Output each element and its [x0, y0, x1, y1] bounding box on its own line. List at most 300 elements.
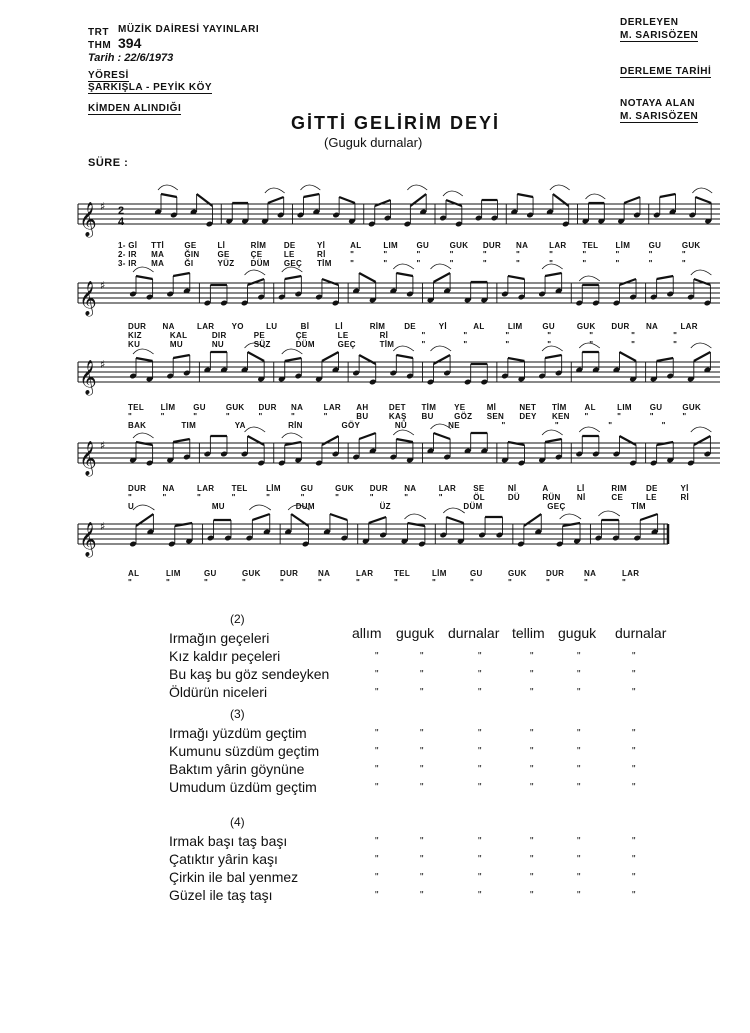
- lyric-syllable: DUR: [128, 322, 147, 331]
- note-beam: [545, 273, 562, 276]
- ditto-mark: ": [632, 836, 636, 847]
- lyric-syllable: ": [549, 250, 554, 259]
- lyric-syllable: LİM: [615, 241, 631, 250]
- lyric-syllable: DE: [645, 484, 658, 493]
- lyric-syllable: MU: [211, 502, 225, 511]
- lyric-syllable: ": [470, 578, 475, 587]
- lyric-syllable: ": [482, 250, 487, 259]
- lyric-syllable: ": [404, 493, 409, 502]
- lyric-syllable: LAR: [549, 241, 567, 250]
- lyric-syllable: ": [128, 493, 133, 502]
- ditto-mark: ": [478, 746, 482, 757]
- ditto-mark: ": [478, 890, 482, 901]
- note-beam: [268, 197, 284, 203]
- lyric-syllable: ": [584, 578, 589, 587]
- note-beam: [322, 279, 339, 285]
- lyric-syllable: AL: [473, 322, 485, 331]
- slur: [542, 430, 563, 435]
- lyric-syllable: ": [350, 250, 355, 259]
- lyric-syllable: NET: [519, 403, 537, 412]
- note-beam: [657, 276, 674, 279]
- lyric-syllable: TİM: [317, 259, 332, 268]
- note-beam: [446, 200, 462, 206]
- lyric-syllable: KEN: [551, 412, 570, 421]
- lyric-syllable: MA: [151, 259, 165, 268]
- lyric-syllable: LİM: [266, 484, 281, 493]
- lyric-syllable: DET: [388, 403, 406, 412]
- lyric-syllable: NU: [211, 340, 224, 349]
- lyric-syllable: ": [463, 340, 468, 349]
- lyric-syllable: ": [225, 412, 230, 421]
- lyric-syllable: ": [501, 421, 506, 430]
- lyric-syllable: TİM: [379, 340, 395, 349]
- lyric-syllable: U: [128, 502, 135, 511]
- lyric-syllable: GU: [542, 322, 555, 331]
- lyric-syllable: ": [323, 412, 328, 421]
- verse-line: Irmak başı taş başı: [169, 833, 288, 849]
- lyric-syllable: TIM: [181, 421, 197, 430]
- note-beam: [322, 352, 339, 361]
- lyric-syllable: LIM: [507, 322, 523, 331]
- lyric-syllable: TİM: [631, 502, 646, 511]
- note-beam: [396, 273, 413, 276]
- refrain-word: tellim: [512, 625, 545, 641]
- lyric-syllable: GU: [204, 569, 217, 578]
- lyric-syllable: ": [584, 412, 589, 421]
- ditto-mark: ": [577, 836, 581, 847]
- duration-label: SÜRE :: [88, 157, 129, 169]
- note-beam: [330, 514, 347, 520]
- lyric-syllable: ": [681, 250, 686, 259]
- treble-clef-icon: 𝄞: [79, 441, 97, 476]
- lyric-syllable: ": [318, 578, 323, 587]
- note-beam: [304, 194, 320, 197]
- thm-number: 394: [118, 35, 142, 51]
- lyric-syllable: KIZ: [128, 331, 142, 340]
- lyric-syllable: Lİ: [335, 322, 343, 331]
- lyric-syllable: ": [162, 493, 167, 502]
- ditto-mark: ": [478, 728, 482, 739]
- lyric-syllable: GUK: [508, 569, 527, 578]
- lyric-syllable: Rİ: [317, 250, 326, 259]
- note-beam: [508, 358, 525, 361]
- lyric-syllable: DÜM: [250, 259, 270, 268]
- ditto-mark: ": [375, 669, 379, 680]
- lyric-syllable: NA: [516, 241, 529, 250]
- lyric-syllable: NA: [318, 569, 331, 578]
- lyric-syllable: GU: [470, 569, 483, 578]
- lyric-syllable: ": [280, 578, 285, 587]
- slur: [265, 188, 285, 193]
- lyric-syllable: ": [383, 250, 388, 259]
- sharp-icon: ♯: [100, 520, 106, 533]
- lyric-syllable: SEN: [486, 412, 505, 421]
- ditto-mark: ": [420, 651, 424, 662]
- note-beam: [248, 436, 265, 445]
- lyric-syllable: Bİ: [300, 322, 310, 331]
- lyric-syllable: ": [608, 421, 613, 430]
- lyric-syllable: ": [463, 331, 468, 340]
- lyric-syllable: 2- IR: [118, 250, 137, 259]
- slur: [158, 185, 178, 190]
- note-beam: [136, 358, 153, 361]
- verse-line: Baktım yârin göynüne: [169, 761, 305, 777]
- slur: [691, 427, 712, 432]
- lyric-syllable: ": [546, 578, 551, 587]
- slur: [579, 427, 600, 432]
- lyric-syllable: NA: [162, 484, 175, 493]
- lyric-syllable: ": [554, 421, 559, 430]
- lyric-syllable: DUR: [128, 484, 147, 493]
- lyric-syllable: ": [258, 412, 263, 421]
- region-label: YÖRESİ: [88, 70, 129, 81]
- ditto-mark: ": [530, 854, 534, 865]
- lyric-syllable: MU: [169, 340, 183, 349]
- lyric-syllable: GU: [648, 241, 662, 250]
- note-beam: [619, 352, 636, 361]
- lyric-syllable: TEL: [582, 241, 599, 250]
- lyric-syllable: AL: [128, 569, 140, 578]
- note-beam: [285, 276, 302, 279]
- lyric-syllable: LAR: [680, 322, 698, 331]
- lyric-syllable: NÜ: [394, 421, 407, 430]
- lyric-syllable: ": [661, 421, 666, 430]
- ditto-mark: ": [530, 872, 534, 883]
- lyric-syllable: DUR: [611, 322, 630, 331]
- slur: [586, 194, 606, 199]
- slur: [301, 185, 321, 190]
- ditto-mark: ": [478, 687, 482, 698]
- lyric-syllable: ": [356, 578, 361, 587]
- slur: [443, 508, 464, 513]
- note-beam: [545, 355, 562, 358]
- lyric-syllable: DUR: [369, 484, 388, 493]
- refrain-word: durnalar: [615, 625, 667, 641]
- ditto-mark: ": [420, 687, 424, 698]
- lyric-syllable: ": [166, 578, 171, 587]
- ditto-mark: ": [577, 651, 581, 662]
- lyric-syllable: TTİ: [151, 241, 165, 250]
- lyric-syllable: GUK: [682, 403, 702, 412]
- lyric-syllable: Nİ: [576, 493, 586, 502]
- lyric-syllable: Lİ: [576, 484, 585, 493]
- ditto-mark: ": [420, 872, 424, 883]
- note-beam: [434, 273, 451, 282]
- lyric-syllable: ": [649, 412, 654, 421]
- lyric-syllable: TEL: [231, 484, 248, 493]
- lyric-syllable: ": [582, 259, 587, 268]
- lyric-syllable: GUK: [242, 569, 261, 578]
- lyric-syllable: DUR: [280, 569, 299, 578]
- slur: [542, 346, 563, 351]
- lyric-syllable: ": [350, 259, 355, 268]
- lyric-syllable: ": [673, 331, 678, 340]
- notation-by: M. SARISÖZEN: [620, 111, 699, 122]
- lyric-syllable: DUR: [482, 241, 502, 250]
- treble-clef-icon: 𝄞: [79, 522, 97, 557]
- ditto-mark: ": [375, 854, 379, 865]
- slur: [550, 185, 570, 190]
- lyric-syllable: ": [516, 259, 521, 268]
- lyric-syllable: ": [589, 340, 594, 349]
- lyric-syllable: ": [242, 578, 247, 587]
- ditto-mark: ": [632, 687, 636, 698]
- slur: [691, 270, 712, 275]
- note-beam: [446, 517, 463, 523]
- ditto-mark: ": [478, 836, 482, 847]
- lyric-syllable: NA: [645, 322, 659, 331]
- lyric-syllable: GEÇ: [547, 502, 566, 511]
- lyric-syllable: DE: [404, 322, 416, 331]
- notation-label: NOTAYA ALAN: [620, 98, 695, 109]
- note-beam: [434, 355, 451, 364]
- lyric-syllable: ": [449, 250, 454, 259]
- lyric-syllable: 1- Gİ: [118, 241, 138, 250]
- slur: [249, 505, 270, 510]
- lyric-syllable: DUR: [546, 569, 565, 578]
- lyric-syllable: CE: [611, 493, 624, 502]
- note-beam: [619, 436, 636, 445]
- lyric-syllable: Rİ: [680, 493, 690, 502]
- lyric-syllable: ĞIN: [184, 250, 200, 259]
- note-beam: [660, 194, 676, 197]
- verse-number: (2): [230, 612, 245, 626]
- lyric-syllable: A: [542, 484, 549, 493]
- slur: [405, 514, 426, 519]
- note-beam: [248, 352, 265, 361]
- lyric-syllable: LU: [266, 322, 278, 331]
- lyric-syllable: GEÇ: [337, 340, 356, 349]
- lyric-syllable: ": [335, 493, 340, 502]
- lyric-syllable: RİN: [288, 421, 303, 430]
- ditto-mark: ": [632, 669, 636, 680]
- ditto-mark: ": [478, 854, 482, 865]
- ditto-mark: ": [530, 651, 534, 662]
- lyric-syllable: ": [369, 493, 374, 502]
- slur: [579, 276, 600, 281]
- lyric-syllable: ": [617, 412, 622, 421]
- lyric-syllable: LAR: [438, 484, 457, 493]
- lyric-syllable: LIM: [383, 241, 399, 250]
- refrain-word: guguk: [396, 625, 435, 641]
- ditto-mark: ": [632, 854, 636, 865]
- lyric-syllable: Mİ: [486, 403, 497, 412]
- lyric-syllable: YA: [234, 421, 246, 430]
- note-beam: [694, 436, 711, 445]
- lyric-syllable: ": [631, 331, 636, 340]
- lyric-syllable: GUK: [681, 241, 701, 250]
- note-beam: [657, 358, 674, 361]
- thm-label: THM: [88, 40, 112, 51]
- lyric-syllable: BAK: [128, 421, 147, 430]
- treble-clef-icon: 𝄞: [79, 202, 97, 237]
- lyric-syllable: ": [631, 340, 636, 349]
- ditto-mark: ": [375, 836, 379, 847]
- sharp-icon: ♯: [100, 279, 106, 292]
- lyric-syllable: TEL: [394, 569, 411, 578]
- time-signature-top: 2: [118, 205, 125, 217]
- lyric-syllable: Rİ: [379, 331, 389, 340]
- lyric-syllable: DIR: [211, 331, 227, 340]
- lyric-syllable: ": [508, 578, 513, 587]
- ditto-mark: ": [530, 687, 534, 698]
- slur: [407, 185, 427, 190]
- ditto-mark: ": [577, 728, 581, 739]
- note-beam: [285, 442, 302, 445]
- lyric-syllable: GE: [217, 250, 230, 259]
- ditto-mark: ": [478, 764, 482, 775]
- lyric-syllable: ": [231, 493, 236, 502]
- page-subtitle: (Guguk durnalar): [324, 135, 423, 150]
- ditto-mark: ": [478, 782, 482, 793]
- lyric-syllable: ": [648, 250, 653, 259]
- verse-line: Öldürün niceleri: [169, 684, 268, 700]
- lyric-syllable: NA: [291, 403, 304, 412]
- note-beam: [508, 442, 525, 445]
- lyric-syllable: DUM: [295, 502, 315, 511]
- lyric-syllable: GU: [193, 403, 206, 412]
- ditto-mark: ": [530, 782, 534, 793]
- lyric-syllable: ": [505, 340, 510, 349]
- lyric-syllable: ": [516, 250, 521, 259]
- lyric-syllable: RİM: [369, 322, 386, 331]
- verse-line: Çirkin ile bal yenmez: [169, 869, 299, 885]
- lyric-syllable: ": [416, 259, 421, 268]
- slur: [133, 505, 154, 510]
- lyric-syllable: NA: [404, 484, 417, 493]
- lyric-syllable: DÜM: [295, 340, 315, 349]
- ditto-mark: ": [420, 728, 424, 739]
- lyric-syllable: KAL: [169, 331, 188, 340]
- lyric-syllable: 3- IR: [118, 259, 137, 268]
- lyric-syllable: ": [300, 493, 305, 502]
- lyric-syllable: ": [615, 250, 620, 259]
- lyric-syllable: GE: [184, 241, 197, 250]
- lyric-syllable: ": [421, 340, 426, 349]
- lyric-syllable: ": [204, 578, 209, 587]
- ditto-mark: ": [530, 764, 534, 775]
- lyric-syllable: ": [416, 250, 421, 259]
- lyric-syllable: LE: [337, 331, 349, 340]
- ditto-mark: ": [420, 782, 424, 793]
- lyric-syllable: NA: [162, 322, 175, 331]
- verse-line: Bu kaş bu göz sendeyken: [169, 666, 330, 682]
- lyric-syllable: YE: [454, 403, 466, 412]
- ditto-mark: ": [478, 651, 482, 662]
- note-beam: [375, 200, 391, 206]
- ditto-mark: ": [375, 687, 379, 698]
- lyric-syllable: SE: [473, 484, 485, 493]
- lyric-syllable: GUK: [225, 403, 245, 412]
- lyric-syllable: ": [505, 331, 510, 340]
- ditto-mark: ": [375, 872, 379, 883]
- note-beam: [285, 358, 302, 361]
- lyric-syllable: LIM: [166, 569, 181, 578]
- note-beam: [694, 352, 711, 361]
- lyric-syllable: ÇE: [295, 331, 308, 340]
- ditto-mark: ": [478, 669, 482, 680]
- ditto-mark: ": [530, 836, 534, 847]
- sharp-icon: ♯: [100, 200, 106, 213]
- note-beam: [434, 433, 451, 439]
- note-beam: [369, 517, 386, 523]
- lyric-syllable: DEY: [519, 412, 537, 421]
- note-beam: [173, 273, 190, 276]
- lyric-syllable: ": [648, 259, 653, 268]
- ditto-mark: ": [530, 728, 534, 739]
- lyric-syllable: LAR: [323, 403, 341, 412]
- lyric-syllable: ": [673, 340, 678, 349]
- lyric-syllable: GEÇ: [283, 259, 303, 268]
- ditto-mark: ": [577, 872, 581, 883]
- note-beam: [657, 442, 674, 445]
- slur: [560, 514, 581, 519]
- lyric-syllable: YÜZ: [217, 259, 235, 268]
- ditto-mark: ": [632, 782, 636, 793]
- lyric-syllable: AL: [584, 403, 596, 412]
- slur: [133, 349, 154, 354]
- lyric-syllable: LAR: [197, 322, 215, 331]
- verse-line: Kumunu süzdüm geçtim: [169, 743, 320, 759]
- slur: [282, 349, 303, 354]
- collector: M. SARISÖZEN: [620, 30, 699, 41]
- lyric-syllable: ÖL: [473, 493, 485, 502]
- lyric-syllable: MA: [151, 250, 165, 259]
- lyric-syllable: NE: [448, 421, 460, 430]
- ditto-mark: ": [577, 669, 581, 680]
- lyric-syllable: ": [128, 412, 133, 421]
- ditto-mark: ": [530, 746, 534, 757]
- ditto-mark: ": [632, 728, 636, 739]
- note-beam: [339, 197, 355, 203]
- lyric-syllable: ": [291, 412, 296, 421]
- slur: [691, 343, 712, 348]
- collector-label: DERLEYEN: [620, 17, 679, 28]
- slur: [133, 433, 154, 438]
- lyric-syllable: RIM: [611, 484, 627, 493]
- lyric-syllable: LAR: [622, 569, 640, 578]
- lyric-syllable: SÜZ: [253, 340, 271, 349]
- lyric-syllable: DUR: [258, 403, 277, 412]
- note-beam: [517, 194, 533, 197]
- sharp-icon: ♯: [100, 358, 106, 371]
- note-beam: [359, 433, 376, 439]
- lyric-syllable: TİM: [421, 403, 437, 412]
- lyric-syllable: LE: [283, 250, 295, 259]
- lyric-syllable: GUK: [335, 484, 354, 493]
- lyric-syllable: LİM: [432, 569, 447, 578]
- ditto-mark: ": [375, 651, 379, 662]
- lyric-syllable: ": [193, 412, 198, 421]
- ditto-mark: ": [632, 890, 636, 901]
- ditto-mark: ": [420, 669, 424, 680]
- collection-date-label: DERLEME TARİHİ: [620, 66, 712, 77]
- refrain-word: durnalar: [448, 625, 500, 641]
- note-beam: [695, 197, 711, 203]
- ditto-mark: ": [375, 746, 379, 757]
- verse-line: Irmağın geçeleri: [169, 630, 270, 646]
- refrain-word: guguk: [558, 625, 597, 641]
- treble-clef-icon: 𝄞: [79, 281, 97, 316]
- ditto-mark: ": [375, 728, 379, 739]
- lyric-syllable: LİM: [160, 403, 176, 412]
- note-beam: [563, 523, 580, 526]
- lyric-syllable: GU: [649, 403, 663, 412]
- slur: [443, 191, 463, 196]
- lyric-syllable: GUK: [576, 322, 596, 331]
- lyric-syllable: ": [160, 412, 165, 421]
- lyric-syllable: KU: [128, 340, 141, 349]
